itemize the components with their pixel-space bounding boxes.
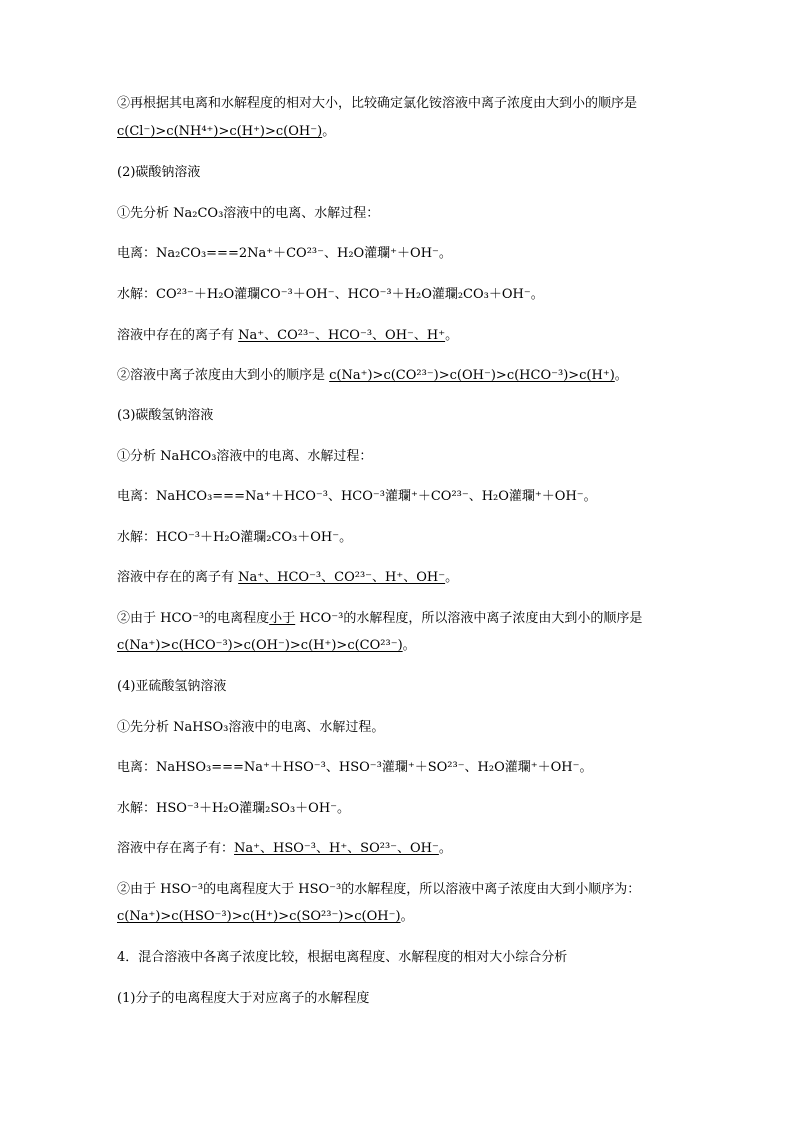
text-line: ①先分析 NaHSO₃溶液中的电离、水解过程。 (117, 720, 385, 735)
text-line: ②由于 HSO⁻³的电离程度大于 HSO⁻³的水解程度，所以溶液中离子浓度由大到小顺序为： (117, 882, 641, 897)
text-line: 电离：NaHCO₃===Na⁺＋HCO⁻³、HCO⁻³灌瓓⁺＋CO²³⁻、H₂O灌瓓⁺＋OH⁻。 (117, 489, 597, 504)
text-line: c(Na⁺)>c(HCO⁻³)>c(OH⁻)>c(H⁺)>c(CO²³⁻)。 (117, 638, 416, 653)
section-heading: (2)碳酸钠溶液 (117, 165, 201, 180)
text-line: 水解：HSO⁻³＋H₂O灌瓓₂SO₃＋OH⁻。 (117, 801, 351, 816)
text-line: ②由于 HCO⁻³的电离程度小于 HCO⁻³的水解程度，所以溶液中离子浓度由大到小的顺序是 (117, 611, 643, 626)
text-line: 电离：NaHSO₃===Na⁺＋HSO⁻³、HSO⁻³灌瓓⁺＋SO²³⁻、H₂O灌瓓⁺＋OH⁻。 (117, 760, 593, 775)
text-line: 溶液中存在的离子有 Na⁺、CO²³⁻、HCO⁻³、OH⁻、H⁺。 (117, 328, 459, 343)
section-heading: (4)亚硫酸氢钠溶液 (117, 679, 227, 694)
section-heading: (1)分子的电离程度大于对应离子的水解程度 (117, 991, 370, 1006)
text-line: 电离：Na₂CO₃===2Na⁺＋CO²³⁻、H₂O灌瓓⁺＋OH⁻。 (117, 246, 452, 261)
text-line: 水解：CO²³⁻＋H₂O灌瓓CO⁻³＋OH⁻、HCO⁻³＋H₂O灌瓓₂CO₃＋OH⁻。 (117, 287, 544, 302)
text-line: ①先分析 Na₂CO₃溶液中的电离、水解过程： (117, 206, 380, 221)
text-line: 溶液中存在离子有：Na⁺、HSO⁻³、H⁺、SO²³⁻、OH⁻。 (117, 841, 452, 856)
text-line: c(Cl⁻)>c(NH⁴⁺)>c(H⁺)>c(OH⁻)。 (117, 124, 336, 139)
text-line: ②溶液中离子浓度由大到小的顺序是 c(Na⁺)>c(CO²³⁻)>c(OH⁻)>c(HCO⁻³)>c(H⁺)。 (117, 368, 628, 383)
section-heading: (3)碳酸氢钠溶液 (117, 408, 214, 423)
text-line: ②再根据其电离和水解程度的相对大小，比较确定氯化铵溶液中离子浓度由大到小的顺序是 (117, 96, 638, 111)
text-line: ①分析 NaHCO₃溶液中的电离、水解过程： (117, 449, 373, 464)
text-line: 溶液中存在的离子有 Na⁺、HCO⁻³、CO²³⁻、H⁺、OH⁻。 (117, 570, 459, 585)
section-heading: 4．混合溶液中各离子浓度比较，根据电离程度、水解程度的相对大小综合分析 (117, 950, 568, 965)
text-line: c(Na⁺)>c(HSO⁻³)>c(H⁺)>c(SO²³⁻)>c(OH⁻)。 (117, 909, 414, 924)
text-line: 水解：HCO⁻³＋H₂O灌瓓₂CO₃＋OH⁻。 (117, 530, 353, 545)
